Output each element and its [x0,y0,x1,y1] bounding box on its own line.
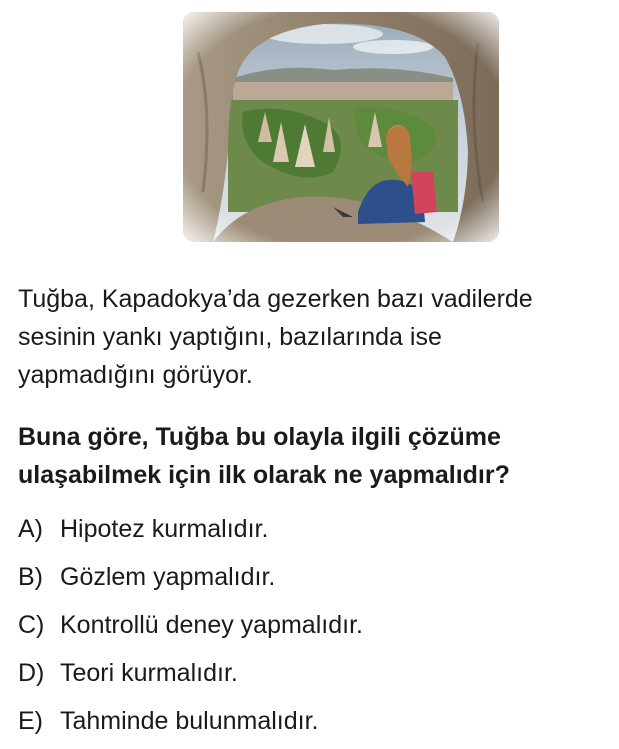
prompt-line: ulaşabilmek için ilk olarak ne yapmalıdır? [18,461,510,489]
option-text: Hipotez kurmalıdır. [60,515,269,543]
cappadocia-cave-photo-icon [183,12,499,242]
question-line: yapmadığını görüyor. [18,361,253,389]
cappadocia-photo [183,12,499,242]
question-line: Tuğba, Kapadokya’da gezerken bazı vadilerde [18,285,533,313]
option-text: Teori kurmalıdır. [60,659,238,687]
prompt-line: Buna göre, Tuğba bu olayla ilgili çözüme [18,423,501,451]
option-text: Kontrollü deney yapmalıdır. [60,611,363,639]
question-text [18,280,613,394]
option-c[interactable] [18,605,363,653]
option-letter: C) [18,611,45,639]
question-prompt [18,418,613,494]
option-d[interactable] [18,653,363,701]
option-letter: D) [18,659,45,687]
option-a[interactable] [18,509,363,557]
option-letter: B) [18,563,43,591]
answer-options [18,509,363,749]
option-letter: E) [18,707,43,735]
option-e[interactable] [18,701,363,749]
option-letter: A) [18,515,43,543]
option-text: Gözlem yapmalıdır. [60,563,276,591]
question-line: sesinin yankı yaptığını, bazılarında ise [18,323,442,351]
option-text: Tahminde bulunmalıdır. [60,707,319,735]
option-b[interactable] [18,557,363,605]
